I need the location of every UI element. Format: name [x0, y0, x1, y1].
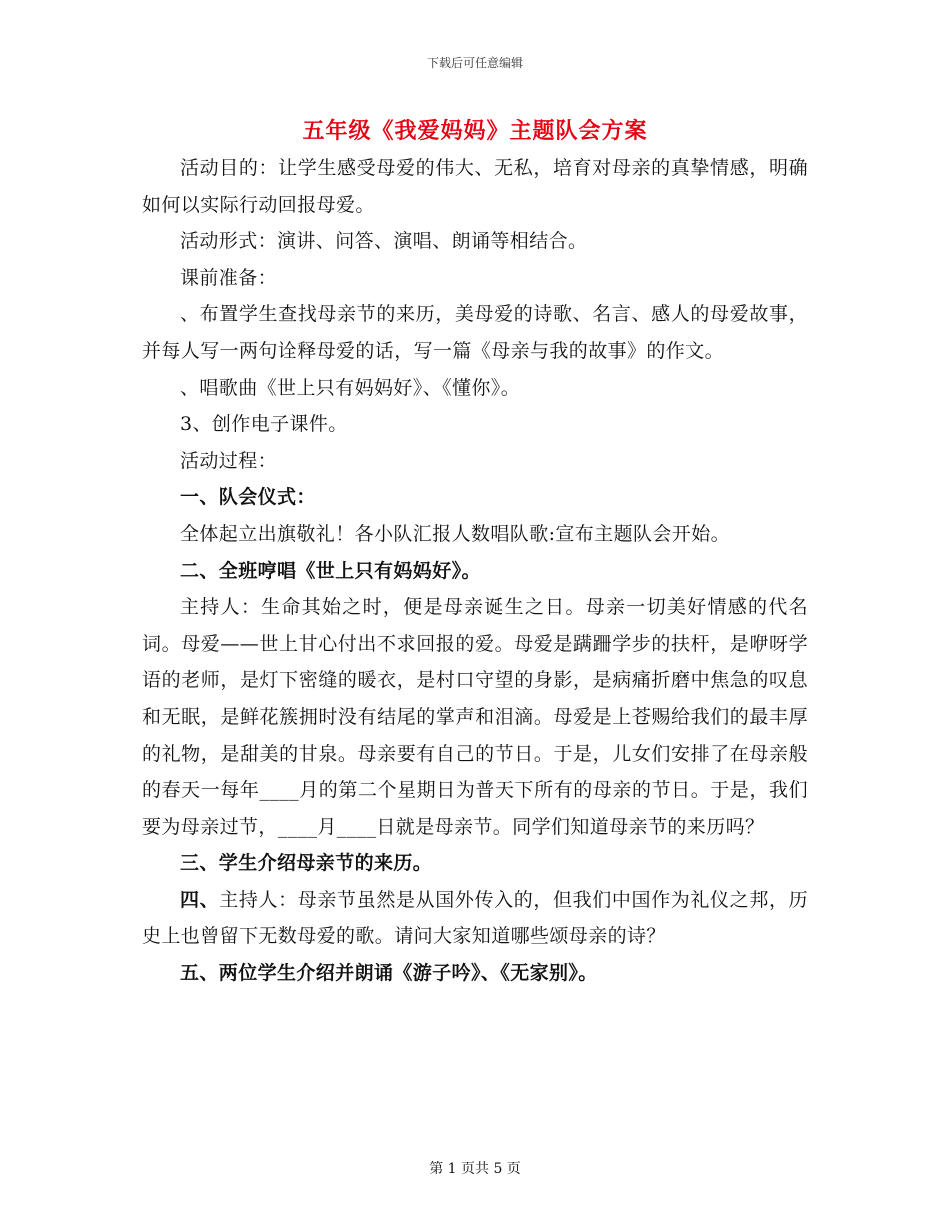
paragraph-ceremony: 全体起立出旗敬礼！各小队汇报人数唱队歌:宣布主题队会开始。 — [180, 522, 731, 545]
paragraph-prep-1: 、布置学生查找母亲节的来历，美母爱的诗歌、名言、感人的母爱故事，并每人写一两句诠释母爱的话，写一篇《母亲与我的故事》的作文。 — [142, 303, 808, 362]
header-note: 下载后可任意编辑 — [426, 56, 523, 70]
section-heading-5: 五、两位学生介绍并朗诵《游子吟》、《无家别》。 — [180, 962, 598, 985]
document-body — [142, 150, 808, 992]
section-number-4: 四、 — [180, 888, 220, 911]
section-heading-3: 三、学生介绍母亲节的来历。 — [180, 852, 433, 875]
paragraph-purpose: 活动目的：让学生感受母爱的伟大、无私，培育对母亲的真挚情感，明确如何以实际行动回报母爱。 — [142, 157, 808, 216]
document-title: 五年级《我爱妈妈》主题队会方案 — [302, 118, 648, 144]
paragraph-host-2 — [142, 882, 808, 955]
section-heading-2: 二、全班哼唱《世上只有妈妈好》。 — [180, 559, 481, 582]
paragraph-host-2-text: 主持人：母亲节虽然是从国外传入的，但我们中国作为礼仪之邦，历史上也曾留下无数母爱的歌。请问大家知道哪些颂母亲的诗？ — [142, 888, 808, 948]
paragraph-host-1: 主持人：生命其始之时，便是母亲诞生之日。母亲一切美好情感的代名词。母爱——世上甘心付出不求回报的爱。母爱是蹒跚学步的扶杆，是咿呀学语的老师，是灯下密缝的暖衣，是村口守望的身影，是病痛折磨中焦急的叹息和无眠，是鲜花簇拥时没有结尾的掌声和泪滴。母爱是上苍赐给我们的最丰厚的礼物，是甜美的甘泉。母亲要有自己的节日。于是，儿女们安排了在母亲般的春天一每年____月的第二个星期日为普天下所有的母亲的节日。于是，我们要为母亲过节，____月____日就是母亲节。同学们知道母亲节的来历吗？ — [142, 596, 808, 838]
page-number-footer: 第 1 页共 5 页 — [429, 1161, 521, 1177]
paragraph-prep-3: 3、创作电子课件。 — [180, 413, 348, 436]
section-heading-1: 一、队会仪式： — [180, 486, 316, 509]
paragraph-process-heading: 活动过程： — [180, 449, 278, 472]
paragraph-prep-2: 、唱歌曲《世上只有妈妈好》、《懂你》。 — [180, 376, 521, 399]
paragraph-form: 活动形式：演讲、问答、演唱、朗诵等相结合。 — [180, 230, 588, 253]
paragraph-prep-heading: 课前准备： — [180, 266, 278, 289]
